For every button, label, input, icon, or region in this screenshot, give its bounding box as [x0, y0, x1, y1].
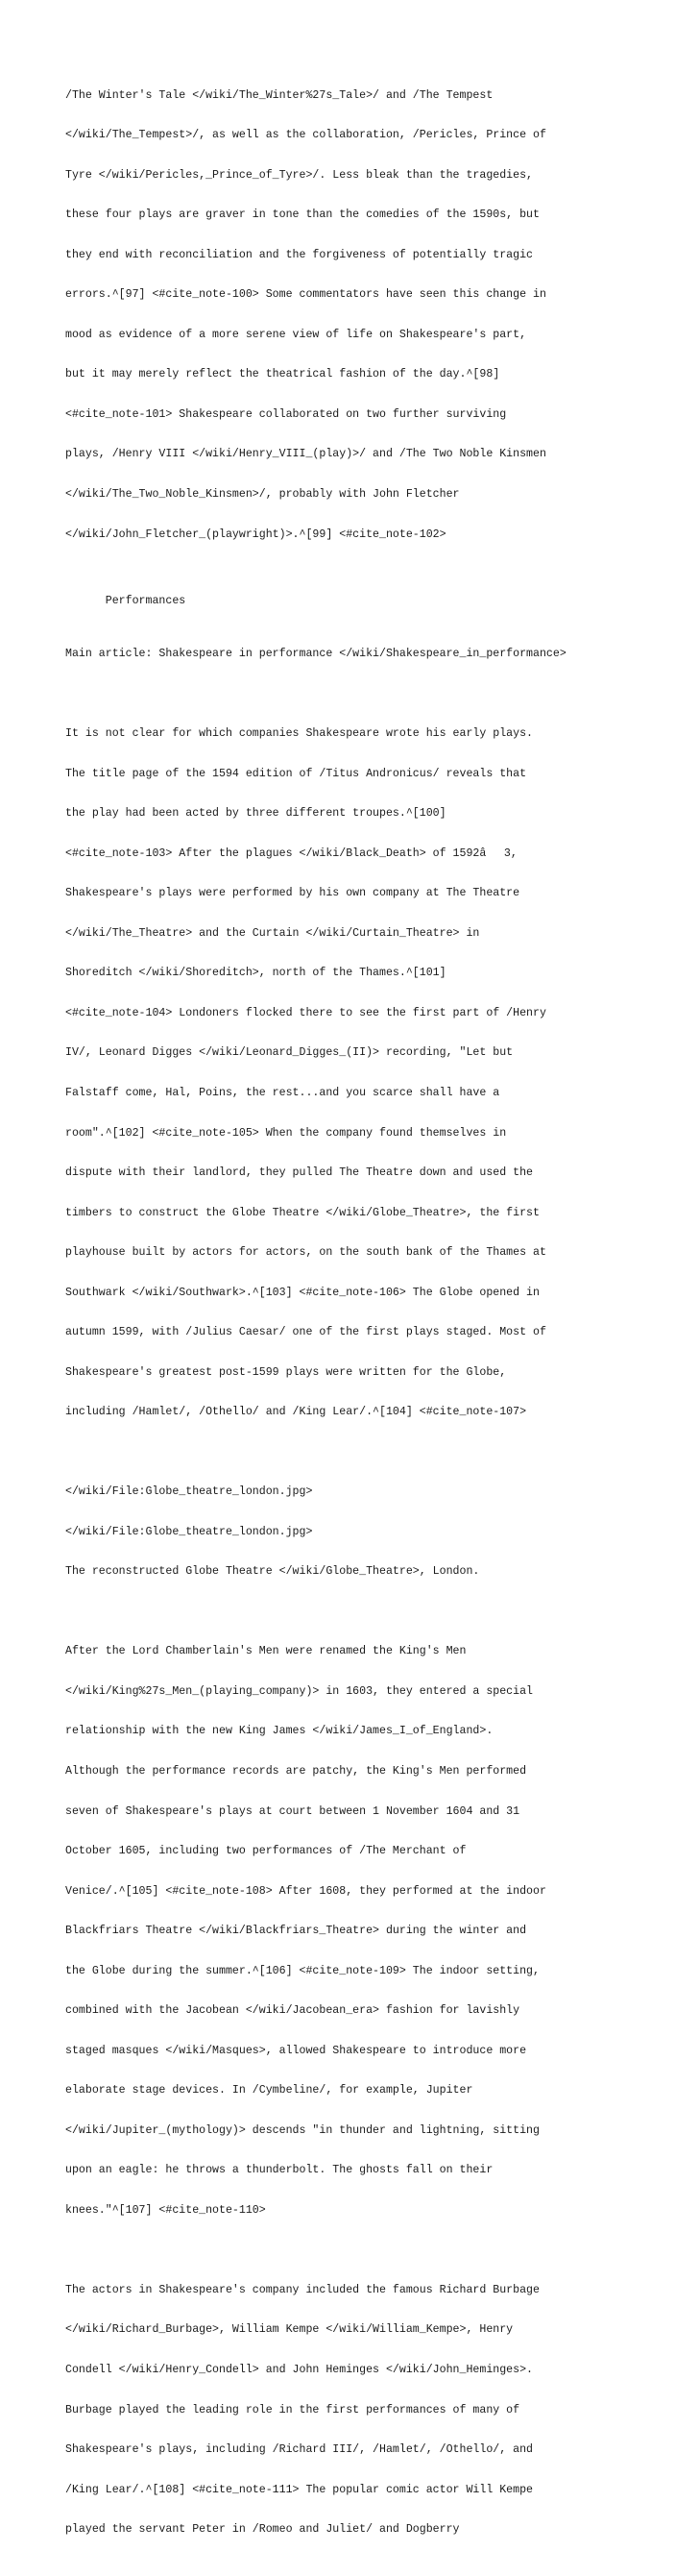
text-line: Shakespeare's plays, including /Richard III/, /Hamlet/, /Othello/, and: [65, 2443, 534, 2457]
text-line: After the Lord Chamberlain's Men were renamed the King's Men: [65, 1645, 467, 1658]
text-line: October 1605, including two performances of /The Merchant of: [65, 1845, 467, 1858]
text-line: upon an eagle: he throws a thunderbolt. The ghosts fall on their: [65, 2164, 494, 2177]
caption-text: The reconstructed Globe Theatre </wiki/Globe_Theatre>, London.: [65, 1565, 480, 1579]
text-line: elaborate stage devices. In /Cymbeline/, for example, Jupiter: [65, 2084, 473, 2098]
text-line: Burbage played the leading role in the first performances of many of: [65, 2403, 520, 2417]
text-line: the Globe during the summer.^[106] <#cite_note-109> The indoor setting,: [65, 1964, 540, 1977]
text-line: timbers to construct the Globe Theatre </wiki/Globe_Theatre>, the first: [65, 1206, 540, 1219]
image-caption: [65, 1460, 680, 1606]
main-article-note: [65, 621, 680, 687]
text-line: </wiki/Richard_Burbage>, William Kempe </wiki/William_Kempe>, Henry: [65, 2323, 514, 2337]
text-line: </wiki/The_Theatre> and the Curtain </wiki/Curtain_Theatre> in: [65, 926, 480, 940]
text-line: The title page of the 1594 edition of /Titus Andronicus/ reveals that: [65, 767, 527, 780]
paragraph-early-companies: [65, 701, 680, 1446]
text-line: staged masques </wiki/Masques>, allowed Shakespeare to introduce more: [65, 2044, 527, 2057]
text-line: they end with reconciliation and the forgiveness of potentially tragic: [65, 248, 534, 261]
text-line: Shakespeare's greatest post-1599 plays were written for the Globe,: [65, 1365, 507, 1379]
text-line: these four plays are graver in tone than the comedies of the 1590s, but: [65, 209, 540, 222]
text-line: seven of Shakespeare's plays at court between 1 November 1604 and 31: [65, 1804, 520, 1818]
document-page: [65, 62, 680, 2576]
text-line: the play had been acted by three different troupes.^[100]: [65, 807, 446, 821]
text-line: IV/, Leonard Digges </wiki/Leonard_Digges_(II)> recording, "Let but: [65, 1046, 514, 1060]
text-line: room".^[102] <#cite_note-105> When the company found themselves in: [65, 1126, 507, 1140]
text-line: played the servant Peter in /Romeo and Juliet/ and Dogberry: [65, 2523, 460, 2537]
text-line: Shoreditch </wiki/Shoreditch>, north of the Thames.^[101]: [65, 967, 446, 980]
text-line: playhouse built by actors for actors, on the south bank of the Thames at: [65, 1246, 546, 1260]
text-line: Venice/.^[105] <#cite_note-108> After 1608, they performed at the indoor: [65, 1884, 546, 1898]
text-line: autumn 1599, with /Julius Caesar/ one of the first plays staged. Most of: [65, 1326, 546, 1339]
text-line: mood as evidence of a more serene view of life on Shakespeare's part,: [65, 328, 527, 341]
text-line: </wiki/The_Two_Noble_Kinsmen>/, probably with John Fletcher: [65, 488, 460, 501]
text-line: </wiki/The_Tempest>/, as well as the collaboration, /Pericles, Prince of: [65, 129, 546, 142]
text-line: </wiki/John_Fletcher_(playwright)>.^[99] <#cite_note-102>: [65, 527, 446, 541]
text-line: /The Winter's Tale </wiki/The_Winter%27s_Tale>/ and /The Tempest: [65, 88, 494, 102]
section-heading-performances: Performances: [65, 594, 186, 607]
text-line: combined with the Jacobean </wiki/Jacobean_era> fashion for lavishly: [65, 2004, 520, 2018]
text-line: The actors in Shakespeare's company included the famous Richard Burbage: [65, 2283, 540, 2296]
text-line: Blackfriars Theatre </wiki/Blackfriars_Theatre> during the winter and: [65, 1925, 527, 1938]
image-link[interactable]: </wiki/File:Globe_theatre_london.jpg>: [65, 1485, 313, 1499]
paragraph-late-romances: [65, 62, 680, 568]
text-line: Although the performance records are patchy, the King's Men performed: [65, 1765, 527, 1778]
paragraph-kings-men: [65, 1619, 680, 2245]
text-line: dispute with their landlord, they pulled The Theatre down and used the: [65, 1166, 534, 1180]
text-line: It is not clear for which companies Shakespeare wrote his early plays.: [65, 727, 534, 741]
text-line: <#cite_note-101> Shakespeare collaborated on two further surviving: [65, 407, 507, 421]
text-line: Falstaff come, Hal, Poins, the rest...and you scarce shall have a: [65, 1086, 500, 1099]
text-line: <#cite_note-104> Londoners flocked there to see the first part of /Henry: [65, 1006, 546, 1019]
text-line: </wiki/Jupiter_(mythology)> descends "in thunder and lightning, sitting: [65, 2123, 540, 2137]
text-line: Shakespeare's plays were performed by his own company at The Theatre: [65, 887, 520, 900]
image-link[interactable]: </wiki/File:Globe_theatre_london.jpg>: [65, 1525, 313, 1538]
main-article-link[interactable]: Main article: Shakespeare in performance </wiki/Shakespeare_in_performance>: [65, 648, 566, 661]
text-line: errors.^[97] <#cite_note-100> Some commentators have seen this change in: [65, 288, 546, 302]
text-line: relationship with the new King James </wiki/James_I_of_England>.: [65, 1725, 494, 1738]
text-line: but it may merely reflect the theatrical fashion of the day.^[98]: [65, 368, 500, 381]
text-line: plays, /Henry VIII </wiki/Henry_VIII_(play)>/ and /The Two Noble Kinsmen: [65, 448, 546, 461]
text-line: including /Hamlet/, /Othello/ and /King Lear/.^[104] <#cite_note-107>: [65, 1406, 527, 1419]
text-line: Tyre </wiki/Pericles,_Prince_of_Tyre>/. Less bleak than the tragedies,: [65, 168, 534, 182]
text-line: knees."^[107] <#cite_note-110>: [65, 2203, 266, 2217]
paragraph-actors: [65, 2257, 680, 2563]
text-line: <#cite_note-103> After the plagues </wiki/Black_Death> of 1592â3,: [65, 846, 518, 860]
text-line: Southwark </wiki/Southwark>.^[103] <#cite_note-106> The Globe opened in: [65, 1286, 540, 1299]
text-line: </wiki/King%27s_Men_(playing_company)> in 1603, they entered a special: [65, 1684, 534, 1698]
text-line: /King Lear/.^[108] <#cite_note-111> The popular comic actor Will Kempe: [65, 2483, 534, 2496]
text-line: Condell </wiki/Henry_Condell> and John Heminges </wiki/John_Heminges>.: [65, 2363, 534, 2376]
